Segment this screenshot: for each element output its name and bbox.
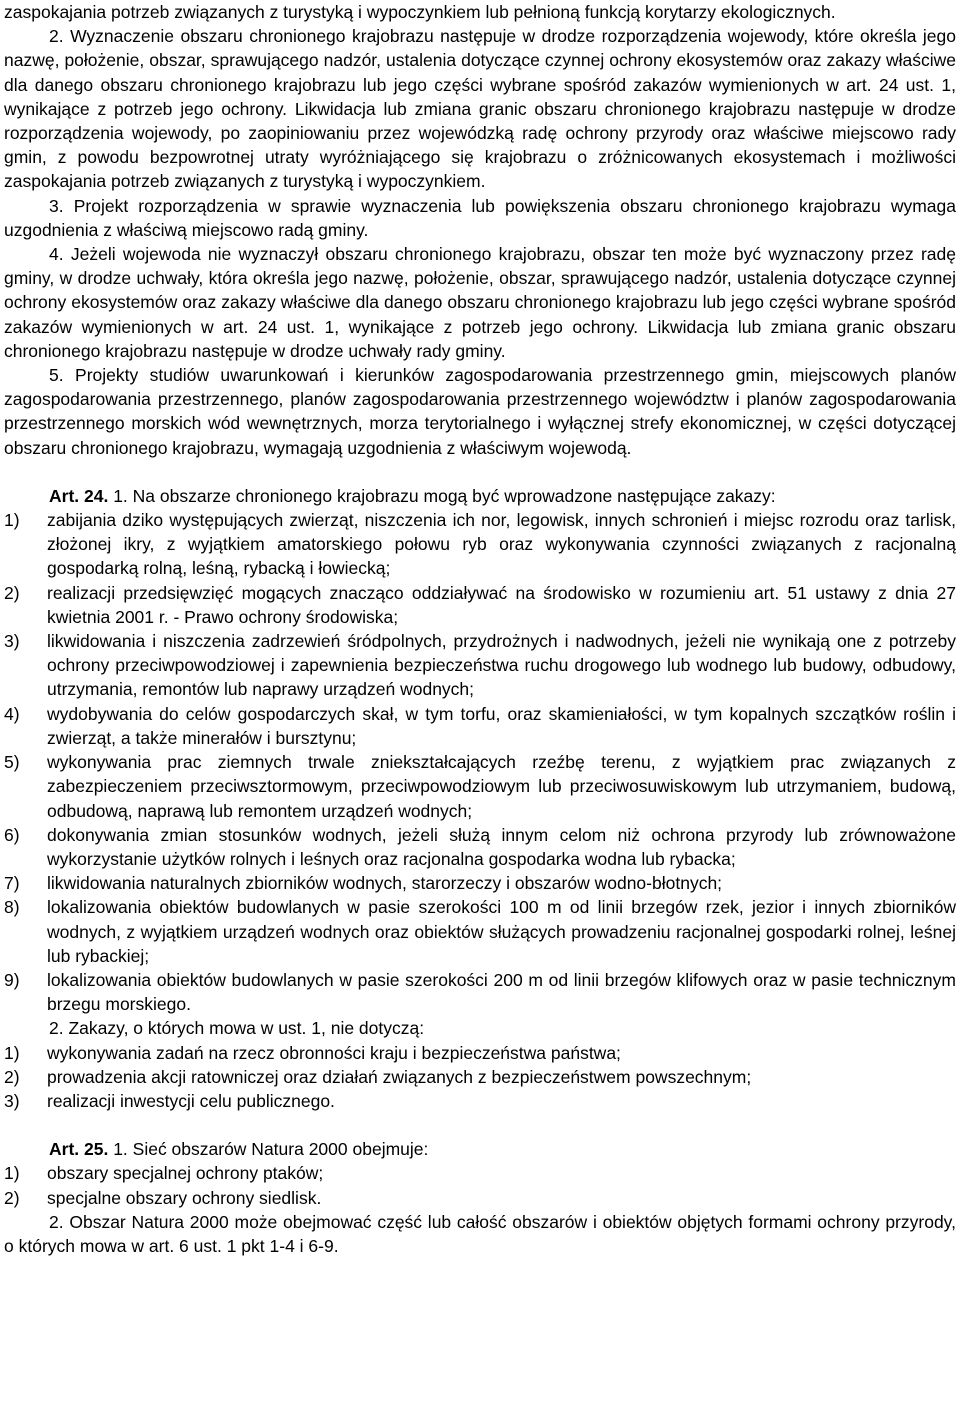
list-text: wykonywania zadań na rzecz obronności kraju i bezpieczeństwa państwa;	[47, 1042, 621, 1063]
list-number: 1)	[4, 510, 20, 531]
list-text: zabijania dziko występujących zwierząt, niszczenia ich nor, legowisk, innych schronień i miejsc rozrodu oraz tarlisk, złożonej ikry, z wyjątkiem amatorskiego połowu ryb oraz wykonywania czynności związanych z racjonalną gospodarką rolną, leśną, rybacką i łowiecką;	[47, 510, 956, 579]
list-text: wydobywania do celów gospodarczych skał, w tym torfu, oraz skamieniałości, w tym kopalnych szczątków roślin i zwierząt, a także minerałów i bursztynu;	[47, 703, 956, 748]
list-text: lokalizowania obiektów budowlanych w pasie szerokości 100 m od linii brzegów rzek, jezior i innych zbiorników wodnych, z wyjątkiem urządzeń wodnych oraz obiektów służących prowadzeniu racjonalnej gospodarki rolnej, leśnej lub rybackiej;	[47, 897, 956, 966]
list-item	[4, 968, 956, 1016]
paragraph-4: 4. Jeżeli wojewoda nie wyznaczył obszaru chronionego krajobrazu, obszar ten może być wyznaczony przez radę gminy, w drodze uchwały, która określa jego nazwę, położenie, obszar, sprawującego nadzór, ustalenia dotyczące czynnej ochrony ekosystemów oraz zakazy właściwe dla danego obszaru chronionego krajobrazu lub jego części wybrane spośród zakazów wymienionych w art. 24 ust. 1, wynikające z potrzeb jego ochrony. Likwidacja lub zmiana granic obszaru chronionego krajobrazu następuje w drodze uchwały rady gminy.	[4, 244, 956, 361]
list-number: 6)	[4, 824, 20, 845]
list-number: 2)	[4, 1187, 20, 1208]
list-text: realizacji przedsięwzięć mogących znacząco oddziaływać na środowisko w rozumieniu art. 51 ustawy z dnia 27 kwietnia 2001 r. - Prawo ochrony środowiska;	[47, 582, 956, 627]
list-item	[4, 1089, 956, 1113]
article-25-list	[4, 1161, 956, 1209]
list-text: likwidowania i niszczenia zadrzewień śródpolnych, przydrożnych i nadwodnych, jeżeli nie wynikają one z potrzeby ochrony przeciwpowodziowej i zapewnienia bezpieczeństwa ruchu drogowego lub wodnego lub budowy, odbudowy, utrzymania, remontów lub naprawy urządzeń wodnych;	[47, 631, 956, 700]
list-number: 1)	[4, 1042, 20, 1063]
article-24-heading	[4, 484, 956, 508]
paragraph-2: 2. Wyznaczenie obszaru chronionego krajobrazu następuje w drodze rozporządzenia wojewody, które określa jego nazwę, położenie, obszar, sprawującego nadzór, ustalenia dotyczące czynnej ochrony ekosystemów oraz zakazy właściwe dla danego obszaru chronionego krajobrazu lub jego części wybrane spośród zakazów wymienionych w art. 24 ust. 1, wynikające z potrzeb jego ochrony. Likwidacja lub zmiana granic obszaru chronionego krajobrazu następuje w drodze rozporządzenia wojewody, po zaopiniowaniu przez wojewódzką radę ochrony przyrody oraz właściwe miejscowo rady gmin, z powodu bezpowrotnej utraty wyróżniającego się krajobrazu o zróżnicowanych ekosystemach i możliwości zaspokajania potrzeb związanych z turystyką i wypoczynkiem.	[4, 26, 956, 192]
list-number: 2)	[4, 1066, 20, 1087]
list-number: 8)	[4, 897, 20, 918]
list-item	[4, 1161, 956, 1185]
list-text: dokonywania zmian stosunków wodnych, jeżeli służą innym celom niż ochrona przyrody lub zrównoważone wykorzystanie użytków rolnych i leśnych oraz racjonalna gospodarka wodna lub rybacka;	[47, 824, 956, 869]
article-24-list	[4, 508, 956, 1016]
list-item	[4, 1041, 956, 1065]
list-text: specjalne obszary ochrony siedlisk.	[47, 1187, 322, 1208]
list-item	[4, 702, 956, 750]
article-25-heading	[4, 1137, 956, 1161]
list-item	[4, 823, 956, 871]
list-item	[4, 508, 956, 581]
list-text: obszary specjalnej ochrony ptaków;	[47, 1163, 324, 1184]
list-text: realizacji inwestycji celu publicznego.	[47, 1090, 335, 1111]
list-text: prowadzenia akcji ratowniczej oraz działań związanych z bezpieczeństwem powszechnym;	[47, 1066, 752, 1087]
article-25-label: Art. 25.	[49, 1139, 109, 1160]
list-number: 4)	[4, 703, 20, 724]
list-item	[4, 750, 956, 823]
list-number: 7)	[4, 873, 20, 894]
list-item	[4, 895, 956, 968]
article-25-lead: 1. Sieć obszarów Natura 2000 obejmuje:	[108, 1139, 429, 1160]
spacer	[4, 460, 956, 484]
list-number: 5)	[4, 752, 20, 773]
list-number: 3)	[4, 1090, 20, 1111]
spacer	[4, 1113, 956, 1137]
list-number: 2)	[4, 582, 20, 603]
article-24-label: Art. 24.	[49, 485, 109, 506]
list-item	[4, 1065, 956, 1089]
list-text: likwidowania naturalnych zbiorników wodnych, starorzeczy i obszarów wodno-błotnych;	[47, 873, 723, 894]
article-24-lead: 1. Na obszarze chronionego krajobrazu mogą być wprowadzone następujące zakazy:	[108, 485, 776, 506]
list-number: 1)	[4, 1163, 20, 1184]
list-number: 9)	[4, 969, 20, 990]
list-text: lokalizowania obiektów budowlanych w pasie szerokości 200 m od linii brzegów klifowych oraz w pasie technicznym brzegu morskiego.	[47, 969, 956, 1015]
article-24-exceptions-list	[4, 1041, 956, 1114]
list-text: wykonywania prac ziemnych trwale zniekształcających rzeźbę terenu, z wyjątkiem prac związanych z zabezpieczeniem przeciwsztormowym, przeciwpowodziowym lub przeciwosuwiskowym lub utrzymaniem, budową, odbudową, naprawą lub remontem urządzeń wodnych;	[47, 752, 956, 821]
list-item	[4, 871, 956, 895]
list-item	[4, 629, 956, 702]
article-24-paragraph-2: 2. Zakazy, o których mowa w ust. 1, nie dotyczą:	[49, 1018, 425, 1039]
paragraph-5: 5. Projekty studiów uwarunkowań i kierunków zagospodarowania przestrzennego gmin, miejscowych planów zagospodarowania przestrzennego, planów zagospodarowania przestrzennego województw i planów zagospodarowania przestrzennego morskich wód wewnętrznych, morza terytorialnego i wyłącznej strefy ekonomicznej, w części dotyczącej obszaru chronionego krajobrazu, wymagają uzgodnienia z właściwym wojewodą.	[4, 365, 956, 458]
article-25-paragraph-2: 2. Obszar Natura 2000 może obejmować część lub całość obszarów i obiektów objętych formami ochrony przyrody, o których mowa w art. 6 ust. 1 pkt 1-4 i 6-9.	[4, 1211, 956, 1256]
list-item	[4, 581, 956, 629]
paragraph-continuation: zaspokajania potrzeb związanych z turystyką i wypoczynkiem lub pełnioną funkcją korytarzy ekologicznych.	[4, 2, 836, 22]
list-item	[4, 1186, 956, 1210]
list-number: 3)	[4, 631, 20, 652]
paragraph-3: 3. Projekt rozporządzenia w sprawie wyznaczenia lub powiększenia obszaru chronionego krajobrazu wymaga uzgodnienia z właściwą miejscowo radą gminy.	[4, 195, 956, 240]
